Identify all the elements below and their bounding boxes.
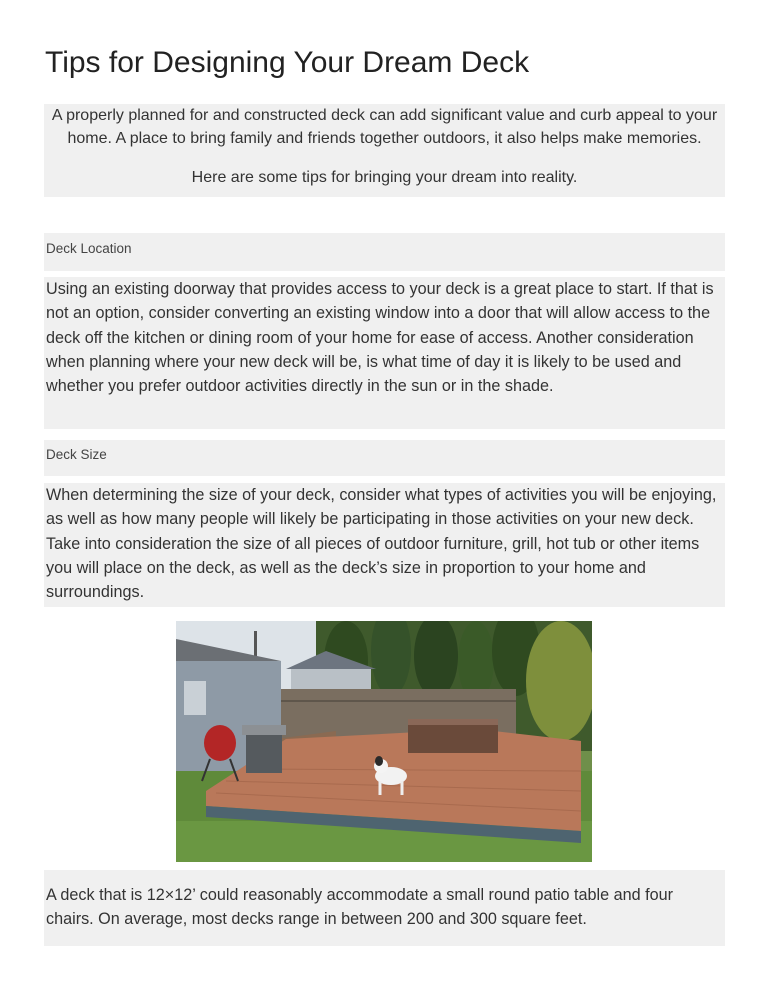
page-title: Tips for Designing Your Dream Deck <box>45 46 530 79</box>
section-heading-text: Deck Location <box>46 241 132 256</box>
intro-lead: A properly planned for and constructed deck can add significant value and curb appeal to your home. A place to bring family and friends together outdoors, it also helps make memories. <box>51 107 718 147</box>
section-heading-text: Deck Size <box>46 447 107 462</box>
deck-size-caption: A deck that is 12×12’ could reasonably accommodate a small round patio table and four chairs. On average, most decks range in between 200 and 300 square feet. <box>44 880 725 946</box>
section-heading-size <box>44 440 725 476</box>
intro-block <box>44 104 725 197</box>
caption-spacer <box>44 870 725 880</box>
deck-photo <box>176 621 592 862</box>
section-body-location: Using an existing doorway that provides access to your deck is a great place to start. If that is not an option, consider converting an existing window into a door that will allow access to the deck off the kitchen or dining room of your home for ease of access. Another consideration when planning where your new deck will be, is what time of day it is likely to be used and whether you prefer outdoor activities directly in the sun or in the shade. <box>44 277 725 429</box>
deck-photo-illustration <box>176 621 592 862</box>
section-heading-location <box>44 233 725 271</box>
intro-tips: Here are some tips for bringing your dream into reality. <box>191 169 578 186</box>
section-body-size: When determining the size of your deck, consider what types of activities you will be enjoying, as well as how many people will likely be participating in those activities on your new deck. Take into consideration the size of all pieces of outdoor furniture, grill, hot tub or other items you will place on the deck, as well as the deck’s size in proportion to your home and surroundings. <box>44 483 725 607</box>
